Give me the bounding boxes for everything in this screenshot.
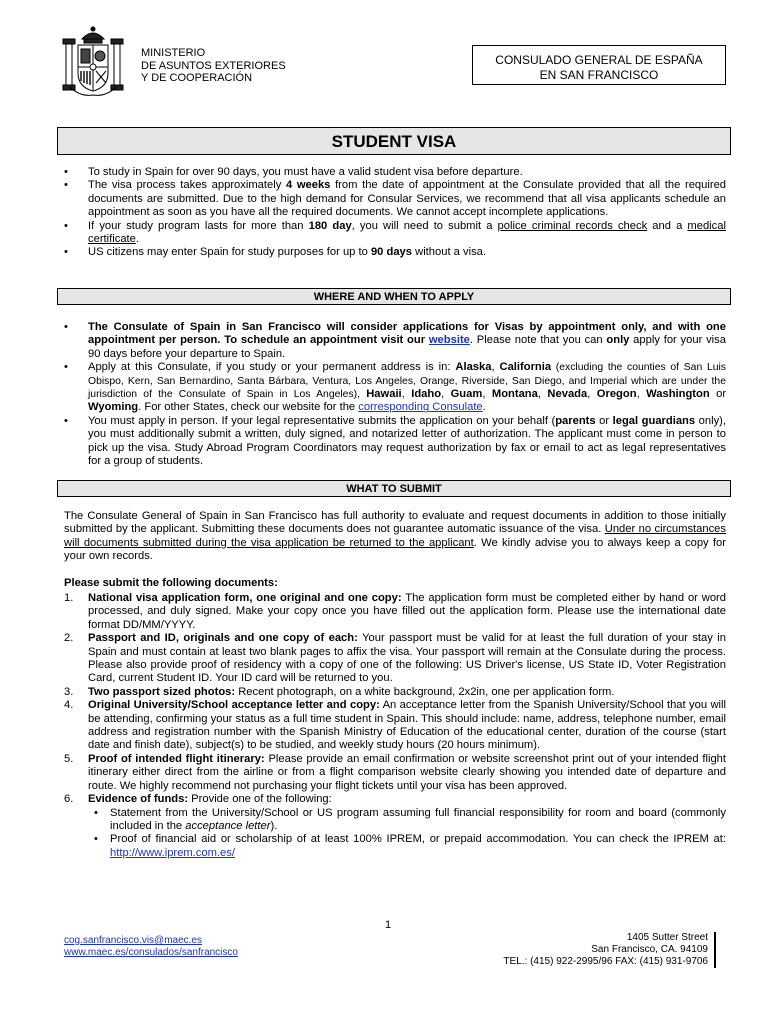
list-item: • You must apply in person. If your legal representative submits the application on your behalf (parents or legal guardians only), you must additionally submit a written, duly signed, and notarized letter of authorization. The applicant must come in person to pick up the visa. Study Abroad Program Coordinators may request authorization by fax or email to act as legal representatives for a group of students. [64, 415, 726, 469]
list-item: • If your study program lasts for more than 180 day, you will need to submit a police criminal records check and a medical certificate. [64, 220, 726, 247]
footer-contacts [64, 935, 238, 959]
email-link[interactable]: cog.sanfrancisco.vis@maec.es [64, 935, 202, 946]
web-link[interactable]: www.maec.es/consulados/sanfrancisco [64, 947, 238, 958]
page-title: STUDENT VISA [57, 127, 731, 155]
list-item: 3. Two passport sized photos: Recent photograph, on a white background, 2x2in, one per application form. [64, 685, 615, 698]
corresponding-consulate-link[interactable]: corresponding Consulate [358, 401, 483, 414]
ministry-name: MINISTERIO DE ASUNTOS EXTERIORES Y DE COOPERACIÓN [141, 47, 286, 84]
submit-paragraph: The Consulate General of Spain in San Francisco has full authority to evaluate and request documents in addition to those initially submitted by the applicant. Submitting these documents does not guarantee automatic issuance of the visa. Under no circumstances will documents submitted during the visa application be returned to the applicant. We kindly advise you to always keep a copy for your own records. [64, 510, 726, 563]
police-records-link[interactable]: police criminal records check [497, 219, 648, 232]
footer-address: 1405 Sutter Street San Francisco, CA. 94109 TEL.: (415) 922-2995/96 FAX: (415) 931-9706 [503, 932, 716, 968]
section-heading-submit: WHAT TO SUBMIT [57, 480, 731, 497]
documents-heading: Please submit the following documents: [64, 577, 278, 589]
documents-list [64, 592, 726, 860]
website-link[interactable]: website [428, 334, 470, 347]
consulate-box: CONSULADO GENERAL DE ESPAÑA EN SAN FRANCISCO [472, 45, 726, 85]
list-item: • The visa process takes approximately 4 weeks from the date of appointment at the Consulate provided that all the required documents are submitted. Due to the high demand for Consular Services, we recommend that all visa applicants schedule an appointment as soon as you have all the required documents. We cannot accept incomplete applications. [64, 179, 726, 219]
iprem-link[interactable]: http://www.iprem.com.es/ [110, 846, 235, 859]
list-item: • US citizens may enter Spain for study purposes for up to 90 days without a visa. [64, 246, 726, 259]
list-item: • The Consulate of Spain in San Francisco will consider applications for Visas by appointment only, and with one appointment per person. To schedule an appointment visit our website. Please note that you can only apply for your visa 90 days before your departure to Spain. [64, 321, 726, 361]
list-item: 2. Passport and ID, originals and one copy of each: Your passport must be valid for at least the full duration of your stay in Spain and must contain at least two blank pages to affix the visa. Your passport will remain at the Consulate during the process. Please also provide proof of residency with a copy of one of the following: US Driver's license, US State ID, Voter Registration Card, current Student ID. Your ID card will be returned to you. [64, 632, 726, 685]
where-list [64, 321, 726, 468]
list-item: 5. Proof of intended flight itinerary: Please provide an email confirmation or website screenshot print out of your intended flight itinerary either direct from the airline or from a flight comparison website clearly showing you intended date of departure and route. We highly recommend not purchasing your flight tickets until your visa has been approved. [64, 752, 726, 792]
list-item: 4. Original University/School acceptance letter and copy: An acceptance letter from the Spanish University/School that you will be attending, confirming your status as a full time student in Spain. This should include: name, address, telephone number, email address and registration number with the Spanish Ministry of Education of the educational center, duration of the course (start date and finish date), subject(s) to be studied, and weekly study hours (20 hours minimum). [64, 699, 726, 752]
page-number: 1 [385, 919, 392, 931]
section-heading-where: WHERE AND WHEN TO APPLY [57, 288, 731, 305]
coat-of-arms-icon [60, 25, 126, 99]
list-item: • Statement from the University/School or US program assuming full financial responsibility for room and board (commonly included in the acceptance letter). [88, 807, 726, 834]
list-item: 6. Evidence of funds: Provide one of the following: • Statement from the University/School or US program assuming full financial responsibility for room and board (commonly included in the acceptance letter). • Proof of financial aid or scholarship of at least 100% IPREM, or prepaid accommodation. You can check the IPREM at: http://www.iprem.com.es/ [64, 793, 726, 860]
list-item: 1. National visa application form, one original and one copy: The application form must be completed either by hand or word processed, and duly signed. Make your copy once you have filled out the application form. Please use the international date format DD/MM/YYYY. [64, 592, 727, 631]
list-item: • Proof of financial aid or scholarship of at least 100% IPREM, or prepaid accommodation. You can check the IPREM at: http://www.iprem.com.es/ [88, 833, 726, 860]
intro-list [64, 166, 726, 260]
list-item: • To study in Spain for over 90 days, you must have a valid student visa before departure. [64, 166, 726, 179]
list-item: • Apply at this Consulate, if you study or your permanent address is in: Alaska, California (excluding the counties of San Luis Obispo, Kern, San Bernardino, Santa Bárbara, Ventura, Los Angeles, Orange, Riverside, San Diego, and Imperial which are under the jurisdiction of the Consulate of Spain in Los Angeles), Hawaii, Idaho, Guam, Montana, Nevada, Oregon, Washington or Wyoming. For other States, check our website for the corresponding Consulate. [64, 361, 726, 415]
funds-sublist [88, 807, 726, 861]
medical-certificate-link[interactable]: medical certificate [88, 219, 726, 246]
